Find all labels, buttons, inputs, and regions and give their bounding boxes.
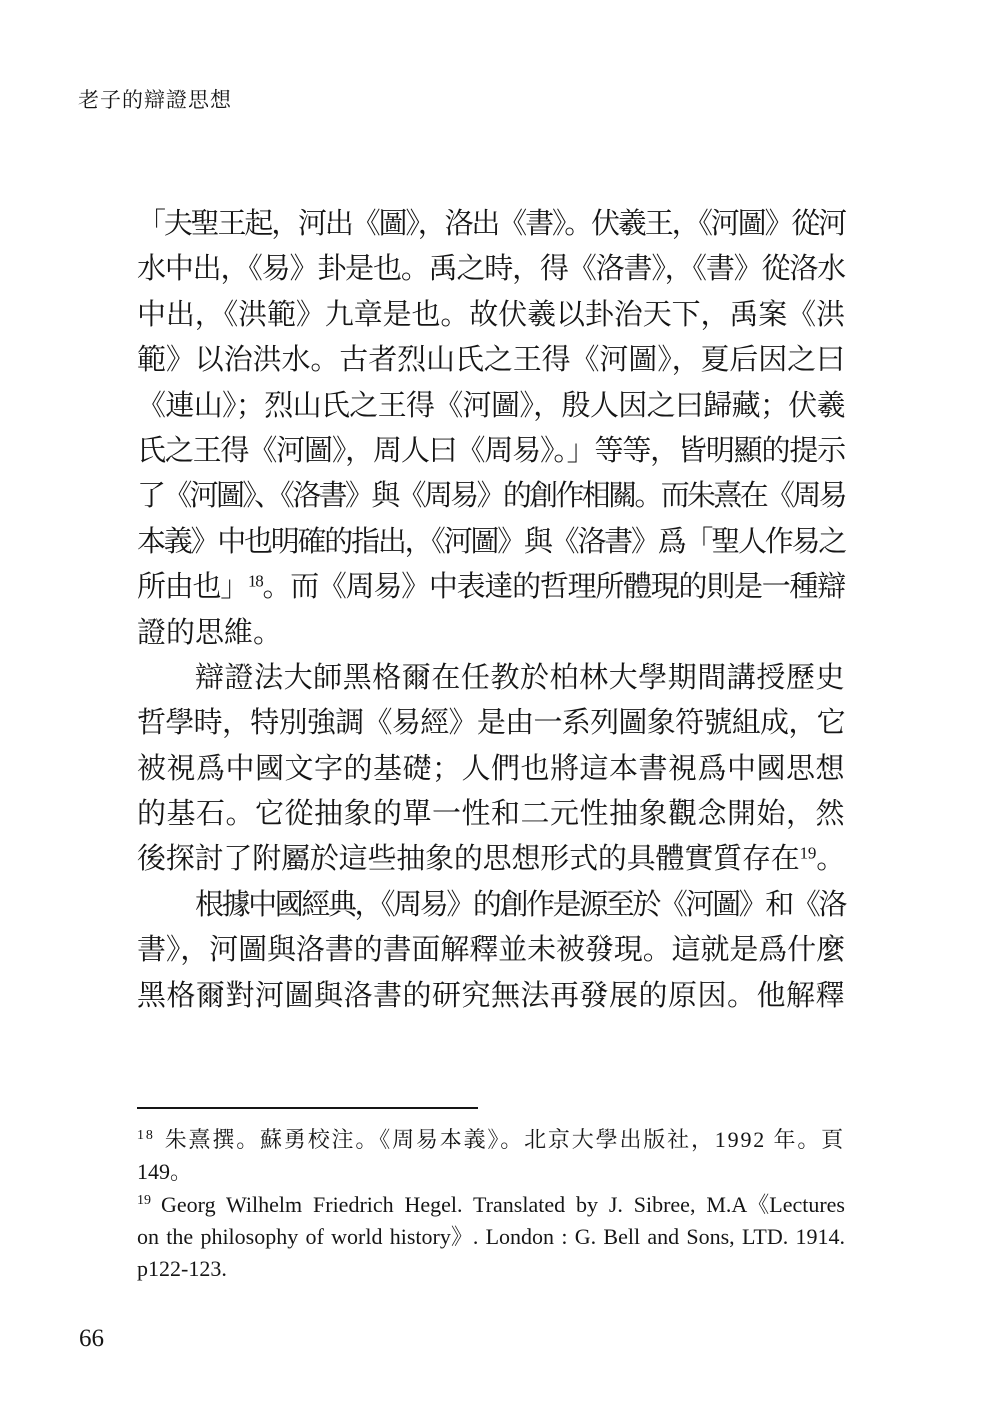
- body-text: [137, 202, 845, 1019]
- text-segment: 。: [816, 843, 845, 876]
- text-line: 了《河圖》、《洛書》與《周易》的創作相關。而朱熹在《周易: [137, 480, 845, 513]
- text-line: 氏之王得《河圖》，周人曰《周易》。」等等，皆明顯的提示: [137, 434, 845, 467]
- footnote-number: 19: [137, 1193, 151, 1209]
- footnote-line: p122-123.: [137, 1256, 227, 1281]
- footnote-line: [137, 1189, 845, 1221]
- text-segment: 。而《周易》中表達的哲理所體現的則是一種辯: [262, 571, 845, 604]
- text-line: 「夫聖王起，河出《圖》，洛出《書》。伏羲王，《河圖》從河: [137, 208, 845, 240]
- text-segment: 所由也」: [137, 571, 248, 604]
- footnote-line: on the philosophy of world history》. London : G. Bell and Sons, LTD. 1914.: [137, 1224, 845, 1249]
- text-line: 根據中國經典，《周易》的創作是源至於《河圖》和《洛: [195, 888, 845, 921]
- running-head-title: 老子的辯證思想: [78, 88, 232, 112]
- text-line: 辯證法大師黑格爾在任教於柏林大學期間講授歷史: [195, 661, 845, 694]
- text-line: 黑格爾對河圖與洛書的研究無法再發展的原因。他解釋: [137, 979, 845, 1012]
- footnote-number: 18: [137, 1128, 155, 1144]
- text-line: 證的思維。: [137, 616, 283, 649]
- text-line: 被視爲中國文字的基礎；人們也將這本書視爲中國思想: [137, 752, 845, 785]
- footnote-18: [137, 1124, 845, 1188]
- text-line: 中出，《洪範》九章是也。故伏羲以卦治天下，禹案《洪: [137, 298, 845, 331]
- text-line: 本義》中也明確的指出，《河圖》與《洛書》爲「聖人作易之: [137, 525, 845, 558]
- footnote-line: 149。: [137, 1159, 193, 1184]
- paragraph: [137, 883, 845, 1019]
- text-line: [137, 837, 845, 882]
- footnote-line: [137, 1124, 845, 1156]
- text-segment: 後探討了附屬於這些抽象的思想形式的具體實質存在: [137, 843, 800, 876]
- text-line: [137, 565, 845, 610]
- footnote-reference-18[interactable]: 18: [247, 571, 263, 591]
- footnote-reference-19[interactable]: 19: [799, 844, 817, 864]
- text-line: 水中出，《易》卦是也。禹之時，得《洛書》，《書》從洛水: [137, 253, 845, 286]
- paragraph: [137, 202, 845, 656]
- text-line: 範》以治洪水。古者烈山氏之王得《河圖》，夏后因之曰: [137, 344, 845, 377]
- page-number: 66: [79, 1325, 104, 1352]
- footnote-19: [137, 1189, 845, 1285]
- text-line: 哲學時，特別強調《易經》是由一系列圖象符號組成，它: [137, 707, 845, 740]
- text-line: 《連山》；烈山氏之王得《河圖》，殷人因之曰歸藏；伏羲: [137, 389, 845, 422]
- text-line: 書》，河圖與洛書的書面解釋並未被發現。這就是爲什麼: [137, 934, 845, 967]
- text-line: 的基石。它從抽象的單一性和二元性抽象觀念開始，然: [137, 798, 845, 831]
- footnote-separator: [137, 1107, 478, 1109]
- footnote-text: 朱熹撰。蘇勇校注。《周易本義》。北京大學出版社，1992 年。頁: [164, 1127, 845, 1152]
- paragraph: [137, 656, 845, 883]
- footnote-text: Georg Wilhelm Friedrich Hegel. Translated by J. Sibree, M.A《Lectures: [161, 1192, 845, 1217]
